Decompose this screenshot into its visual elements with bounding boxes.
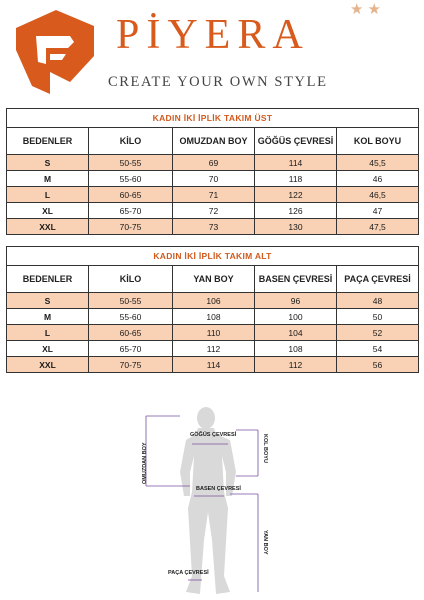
table-cell: 112 <box>255 357 337 373</box>
chest-circumference-label: GÖĞÜS ÇEVRESİ <box>190 432 237 438</box>
table-cell: 108 <box>255 341 337 357</box>
table-cell: 104 <box>255 325 337 341</box>
table-row <box>7 341 419 357</box>
table-row <box>7 155 419 171</box>
table-cell: 47,5 <box>337 219 419 235</box>
table-cell: 65-70 <box>89 203 173 219</box>
table-cell: M <box>7 171 89 187</box>
table-cell: XL <box>7 203 89 219</box>
table-cell: 50-55 <box>89 293 173 309</box>
table-cell: 45,5 <box>337 155 419 171</box>
table-cell: 72 <box>173 203 255 219</box>
column-header: BASEN ÇEVRESİ <box>255 266 337 293</box>
table-cell: 106 <box>173 293 255 309</box>
table-cell: 69 <box>173 155 255 171</box>
table-row <box>7 171 419 187</box>
table-cell: 130 <box>255 219 337 235</box>
table-cell: 112 <box>173 341 255 357</box>
table-cell: 54 <box>337 341 419 357</box>
table-row <box>7 187 419 203</box>
side-length-label: YAN BOY <box>262 530 268 555</box>
table-cell: 71 <box>173 187 255 203</box>
table-cell: 108 <box>173 309 255 325</box>
brand-logo-icon <box>10 6 100 96</box>
table-row <box>7 219 419 235</box>
column-header: BEDENLER <box>7 266 89 293</box>
table-cell: 118 <box>255 171 337 187</box>
column-header: KİLO <box>89 128 173 155</box>
table-cell: 52 <box>337 325 419 341</box>
table-cell: S <box>7 155 89 171</box>
page-header <box>0 0 424 100</box>
table-cell: 60-65 <box>89 187 173 203</box>
table-row <box>7 357 419 373</box>
shoulder-length-label: OMUZDAN BOY <box>142 442 148 484</box>
table-title: KADIN İKİ İPLİK TAKIM ALT <box>7 247 419 266</box>
column-header: KİLO <box>89 266 173 293</box>
measurement-figure <box>140 400 280 600</box>
table-header-row <box>7 128 419 155</box>
table-cell: 114 <box>255 155 337 171</box>
table-cell: 73 <box>173 219 255 235</box>
table-cell: 56 <box>337 357 419 373</box>
table-cell: 70-75 <box>89 357 173 373</box>
bottom-size-table <box>6 246 419 373</box>
table-cell: 60-65 <box>89 325 173 341</box>
table-header-row <box>7 266 419 293</box>
table-cell: 110 <box>173 325 255 341</box>
column-header: GÖĞÜS ÇEVRESİ <box>255 128 337 155</box>
table-cell: 122 <box>255 187 337 203</box>
brand-name: PİYERA <box>116 12 310 58</box>
body-silhouette-icon <box>140 400 280 600</box>
table-row <box>7 309 419 325</box>
brand-tagline: CREATE YOUR OWN STYLE <box>108 74 328 90</box>
table-cell: 100 <box>255 309 337 325</box>
top-size-table <box>6 108 419 235</box>
sleeve-length-label: KOL BOYU <box>262 434 268 463</box>
table-cell: XXL <box>7 357 89 373</box>
column-header: BEDENLER <box>7 128 89 155</box>
table-cell: 114 <box>173 357 255 373</box>
table-cell: 50-55 <box>89 155 173 171</box>
table-cell: 50 <box>337 309 419 325</box>
table-cell: 96 <box>255 293 337 309</box>
column-header: OMUZDAN BOY <box>173 128 255 155</box>
table-cell: 46,5 <box>337 187 419 203</box>
table-cell: 46 <box>337 171 419 187</box>
hip-circumference-label: BASEN ÇEVRESİ <box>196 486 241 492</box>
table-row <box>7 325 419 341</box>
decorative-stars: ★★ <box>350 1 385 18</box>
column-header: KOL BOYU <box>337 128 419 155</box>
table-cell: L <box>7 325 89 341</box>
table-title: KADIN İKİ İPLİK TAKIM ÜST <box>7 109 419 128</box>
column-header: YAN BOY <box>173 266 255 293</box>
table-cell: 70-75 <box>89 219 173 235</box>
hem-circumference-label: PAÇA ÇEVRESİ <box>168 570 209 576</box>
table-cell: 55-60 <box>89 171 173 187</box>
table-cell: S <box>7 293 89 309</box>
table-cell: 48 <box>337 293 419 309</box>
column-header: PAÇA ÇEVRESİ <box>337 266 419 293</box>
table-cell: 47 <box>337 203 419 219</box>
table-cell: L <box>7 187 89 203</box>
table-cell: 55-60 <box>89 309 173 325</box>
table-row <box>7 203 419 219</box>
table-cell: XXL <box>7 219 89 235</box>
table-cell: 65-70 <box>89 341 173 357</box>
table-row <box>7 293 419 309</box>
table-cell: XL <box>7 341 89 357</box>
table-cell: M <box>7 309 89 325</box>
table-cell: 126 <box>255 203 337 219</box>
table-cell: 70 <box>173 171 255 187</box>
